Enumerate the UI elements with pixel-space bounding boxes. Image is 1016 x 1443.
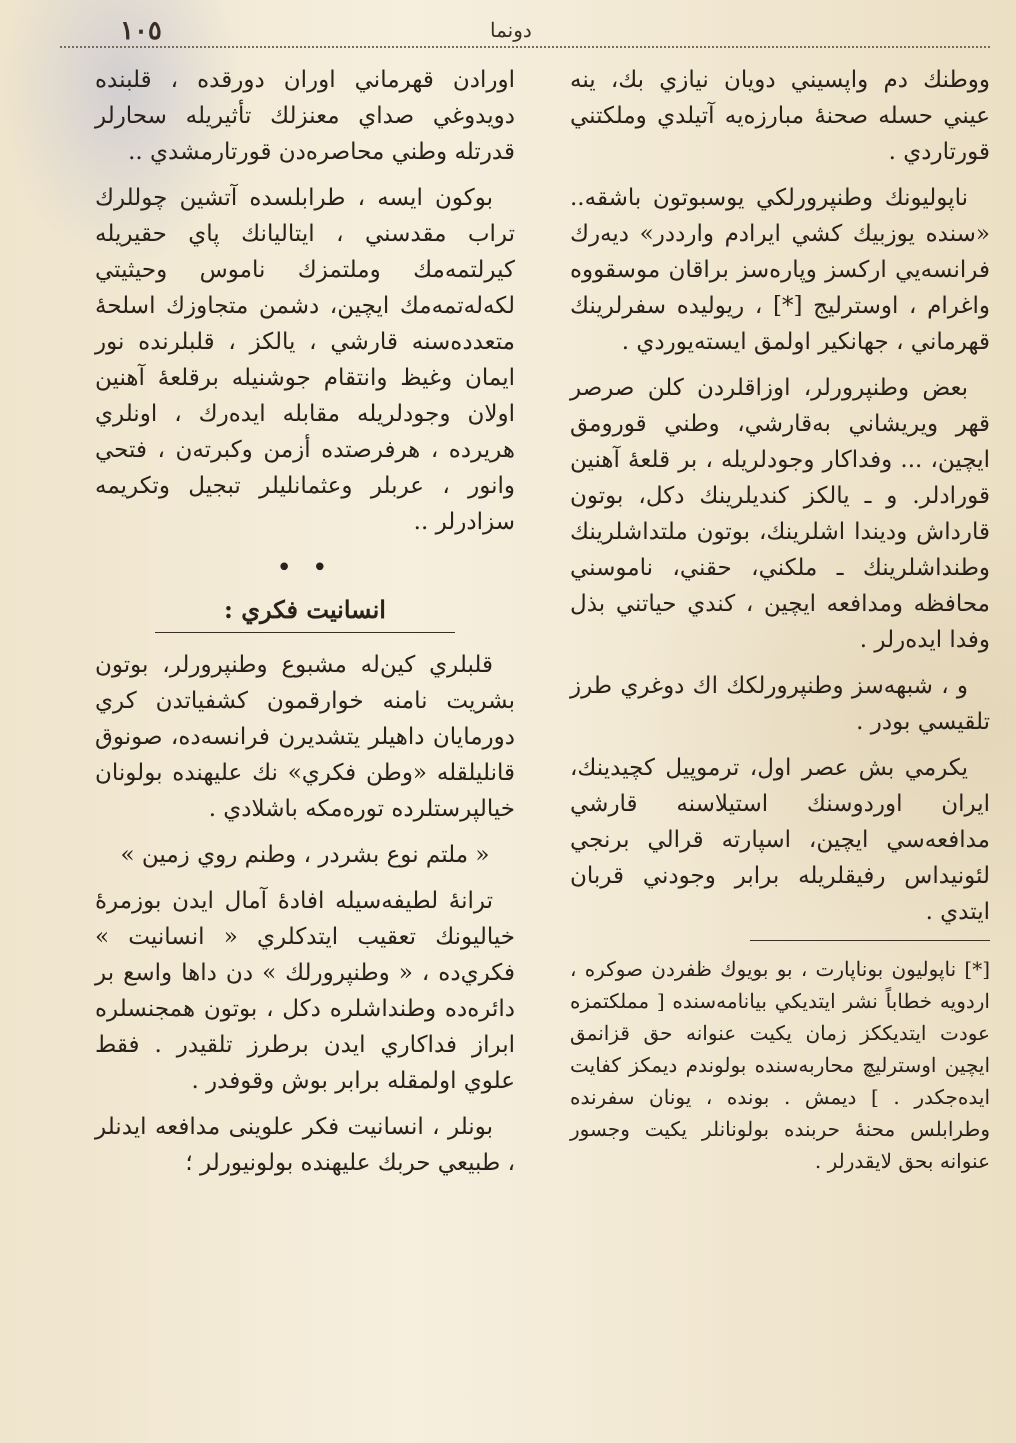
left-paragraph: اورادن قهرماني اوران دورقده ، قلبنده دويدوغي صداي معنزلك تأثيريله سحارلر قدرتله وطني محاصره‌دن قورتارمشدي .. [95, 67, 515, 165]
left-column [95, 62, 515, 1191]
running-head: دونما [490, 18, 532, 42]
footnote-rule [750, 940, 990, 941]
right-paragraph: ووطنك دم واپسيني دويان نيازي بك، ينه عيني حسله صحنهٔ مبارزه‌يه آتيلدي وملكتني قورتاردي . [570, 67, 990, 165]
footnote [570, 953, 990, 1177]
right-paragraph: بعض وطنپرورلر، اوزاقلردن كلن صرصر قهر ويريشاني به‌قارشي، وطني قورومق ايچين، ... وفداكار وجودلريله ، بر قلعهٔ آهنين قورادلر. و ـ يالكز كنديلرينك دكل، بوتون قارداش وديندا اشلرينك، بوتون ملتداشلرينك وطنداشلرينك ـ ملكني، حقني، ناموسني محافظه ومدافعه ايچين ، كندي حياتني بذل وفدا ايده‌رلر . [570, 375, 990, 653]
section-separator: • • [276, 553, 334, 583]
section-title: انسانيت فكري : [224, 595, 386, 624]
section-paragraph: قلبلري كين‌له مشبوع وطنپرورلر، بوتون بشريت نامنه خوارقمون كشفياتدن كري دورمايان داهيلر يتشديرن فرانسه‌ده، صونوق قانليلقله «وطن فكري» نك عليهنده بولونان خيالپرستلرده توره‌مكه باشلادي . [95, 652, 515, 822]
left-paragraph: بوكون ايسه ، طرابلسده آتشين چوللرك تراب مقدسني ، ايتاليانك پاي حقيريله كيرلتمه‌مك وملتمزك ناموس وحيثيتي لكه‌له‌تمه‌مك ايچين، دشمن متجاوزك اسلحهٔ متعدده‌سنه قارشي ، يالكز ، قلبلرنده نور ايمان وغيظ وانتقام جوشنيله برقلعهٔ آهنين اولان وجودلريله مقابله ايده‌رك ، اونلري هريرده ، هرفرصتده أزمن وكبرته‌ن ، فتحي وانور ، عربلر وعثمانليلر تبجيل وتكريمه سزادرلر .. [95, 185, 515, 535]
section-paragraph: ترانهٔ لطيفه‌سيله افادهٔ آمال ايدن بوزمرهٔ خياليونك تعقيب ايتدكلري « انسانيت » فكري‌ده ، « وطنپرورلك » دن داها واسع بر دائره‌ده وطنداشلره دكل ، بوتون همجنسلره ابراز فداكاري ايدن برطرز تلقيدر . فقط علوي اولمقله برابر بوش وقوفدر . [95, 888, 515, 1094]
right-paragraph: ناپوليونك وطنپرورلكي يوسبوتون باشقه.. «سنده يوزبيك كشي ايرادم وارددر» ديه‌رك فرانسه‌يي اركسز وپاره‌سز براقان موسقووه واغرام ، اوسترليج [*] ، ريوليده سفرلرينك قهرماني ، جهانكير اولمق ايسته‌يوردي . [570, 185, 990, 355]
right-column [570, 62, 990, 1177]
title-rule [155, 632, 455, 633]
section-quote: « ملتم نوع بشردر ، وطنم روي زمين » [120, 842, 490, 868]
right-paragraph: يكرمي بش عصر اول، ترموپيل كچيدينك، ايران اوردوسنك استيلاسنه قارشي مدافعه‌سي ايچين، اسپارته قرالي برنجي لئونيداس رفيقلريله برابر وجودني قربان ايتدي . [570, 755, 990, 925]
page-number: ١٠٥ [120, 16, 162, 46]
right-paragraph: و ، شبهه‌سز وطنپرورلكك اك دوغري طرز تلقيسي بودر . [570, 673, 990, 735]
footnote-text: [*] ناپوليون بوناپارت ، بو بويوك ظفردن صوكره ، اردويه خطاباً نشر ايتديكي بيانامه‌سنده [ مملكتمزه عودت ايتديككز زمان يكيت عنوانه حق قزانمق ايچين اوسترليچ محاربه‌سنده بولوندم ديمكز كفايت ايده‌جكدر . ] ديمش . بونده ، يونان سفرنده وطرابلس محنهٔ حربنده بولونانلر يكيت وجسور عنوانه بحق لايقدرلر . [570, 957, 990, 1173]
section-paragraph: بونلر ، انسانيت فكر علوينى مدافعه ايدنلر ، طبيعي حربك عليهنده بولونيورلر ؛ [95, 1114, 515, 1176]
header-rule [60, 46, 990, 48]
